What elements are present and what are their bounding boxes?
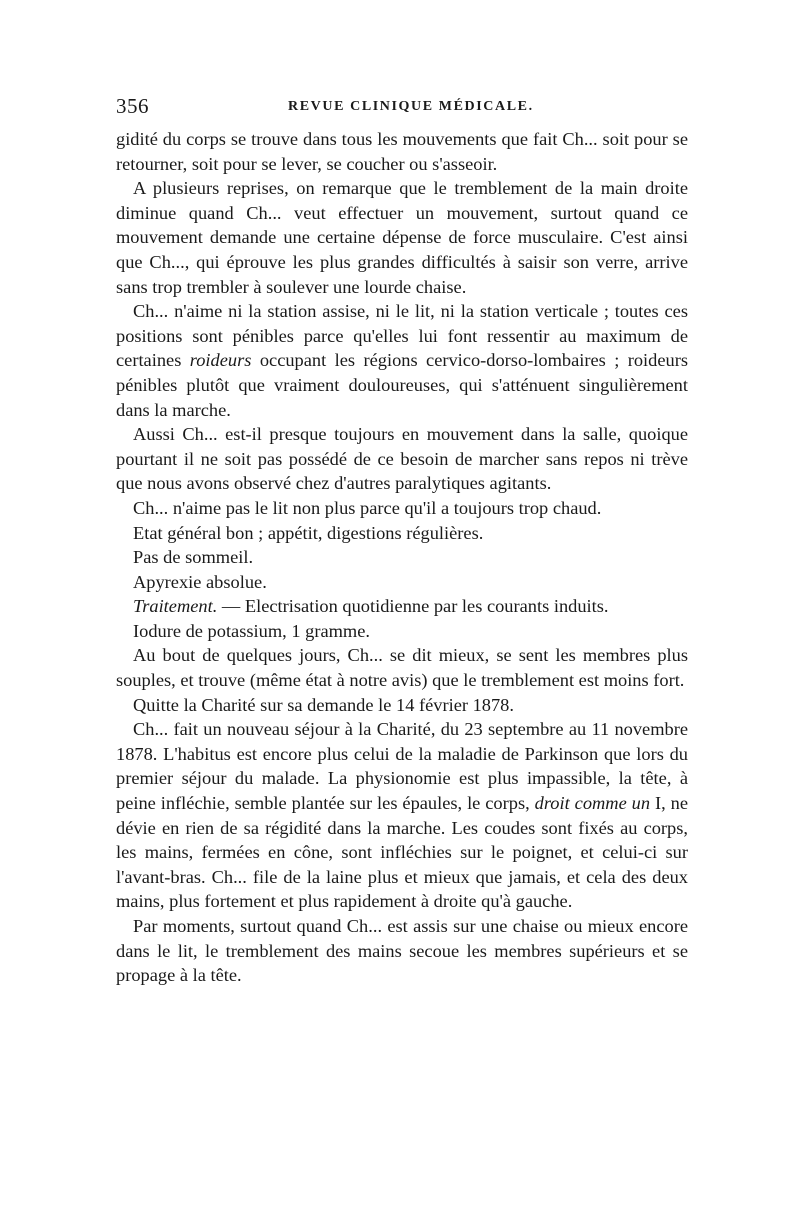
paragraph-text: Au bout de quelques jours, Ch... se dit mieux, se sent les membres plus souples, et trouve (même état à notre avis) que le tremblement est moins fort. [116, 645, 688, 691]
paragraph-text: A plusieurs reprises, on remarque que le tremblement de la main droite diminue quand Ch... veut effectuer un mouvement, surtout quand ce mouvement demande une certaine dépense de force musculaire. C'est ainsi que Ch..., qui éprouve les plus grandes difficultés à saisir son verre, arrive sans trop trembler à soulever une lourde chaise. [116, 178, 688, 297]
paragraph-13 [116, 717, 688, 914]
paragraph-text: Ch... n'aime pas le lit non plus parce qu'il a toujours trop chaud. [133, 497, 602, 518]
paragraph-text: gidité du corps se trouve dans tous les mouvements que fait Ch... soit pour se retourner, soit pour se lever, se coucher ou s'asseoir. [116, 129, 688, 174]
paragraph-text: occupant les régions cervico-dorso-lombaires ; roideurs pénibles plutôt que vraiment douloureuses, qui s'atténuent singulièrement dans la marche. [116, 350, 688, 420]
paragraph-text: Pas de sommeil. [133, 547, 254, 568]
paragraph-11 [116, 643, 688, 692]
paragraph-5 [116, 496, 688, 521]
paragraph-10 [116, 619, 688, 644]
paragraph-8 [116, 570, 688, 595]
page-number: 356 [116, 94, 149, 118]
page-header [116, 94, 688, 124]
paragraph-14 [116, 914, 688, 988]
italic-term: roideurs [189, 350, 252, 371]
paragraph-4 [116, 422, 688, 496]
paragraph-12 [116, 693, 688, 718]
italic-phrase: droit comme un [534, 793, 651, 814]
paragraph-text: Aussi Ch... est-il presque toujours en mouvement dans la salle, quoique pourtant il ne soit pas possédé de ce besoin de marcher sans repos ni trève que nous avons observé chez d'autres paralytiques agitants. [116, 424, 688, 494]
paragraph-6 [116, 521, 688, 546]
paragraph-9 [116, 594, 688, 619]
body-text [116, 127, 688, 988]
paragraph-text: I, ne dévie en rien de sa régidité dans la marche. Les coudes sont fixés au corps, les mains, fermées en cône, sont infléchies sur le poignet, et celui-ci sur l'avant-bras. Ch... file de la laine plus et mieux que jamais, et cela des deux mains, plus fortement et plus rapidement à droite qu'à gauche. [116, 793, 688, 912]
paragraph-text: Ch... fait un nouveau séjour à la Charité, du 23 septembre au 11 novembre 1878. L'habitus est encore plus celui de la maladie de Parkinson que lors du premier séjour du malade. La physionomie est plus impassible, la tête, à peine infléchie, semble plantée sur les épaules, le corps, [116, 719, 688, 814]
paragraph-2 [116, 176, 688, 299]
italic-heading: Traitement. [133, 596, 218, 617]
paragraph-text: — Electrisation quotidienne par les courants induits. [217, 596, 609, 617]
paragraph-1 [116, 127, 688, 176]
paragraph-7 [116, 545, 688, 570]
paragraph-text: Etat général bon ; appétit, digestions régulières. [133, 522, 484, 543]
paragraph-text: Quitte la Charité sur sa demande le 14 février 1878. [133, 694, 514, 715]
paragraph-text: Apyrexie absolue. [133, 571, 267, 592]
paragraph-3 [116, 299, 688, 422]
paragraph-text: Par moments, surtout quand Ch... est assis sur une chaise ou mieux encore dans le lit, le tremblement des mains secoue les membres supérieurs et se propage à la tête. [116, 916, 688, 986]
paragraph-text: Ch... n'aime ni la station assise, ni le lit, ni la station verticale ; toutes ces positions sont pénibles parce qu'elles lui font ressentir au maximum de certaines [116, 301, 688, 371]
running-title: REVUE CLINIQUE MÉDICALE. [288, 99, 534, 114]
page [116, 94, 688, 988]
paragraph-text: Iodure de potassium, 1 gramme. [133, 620, 370, 641]
